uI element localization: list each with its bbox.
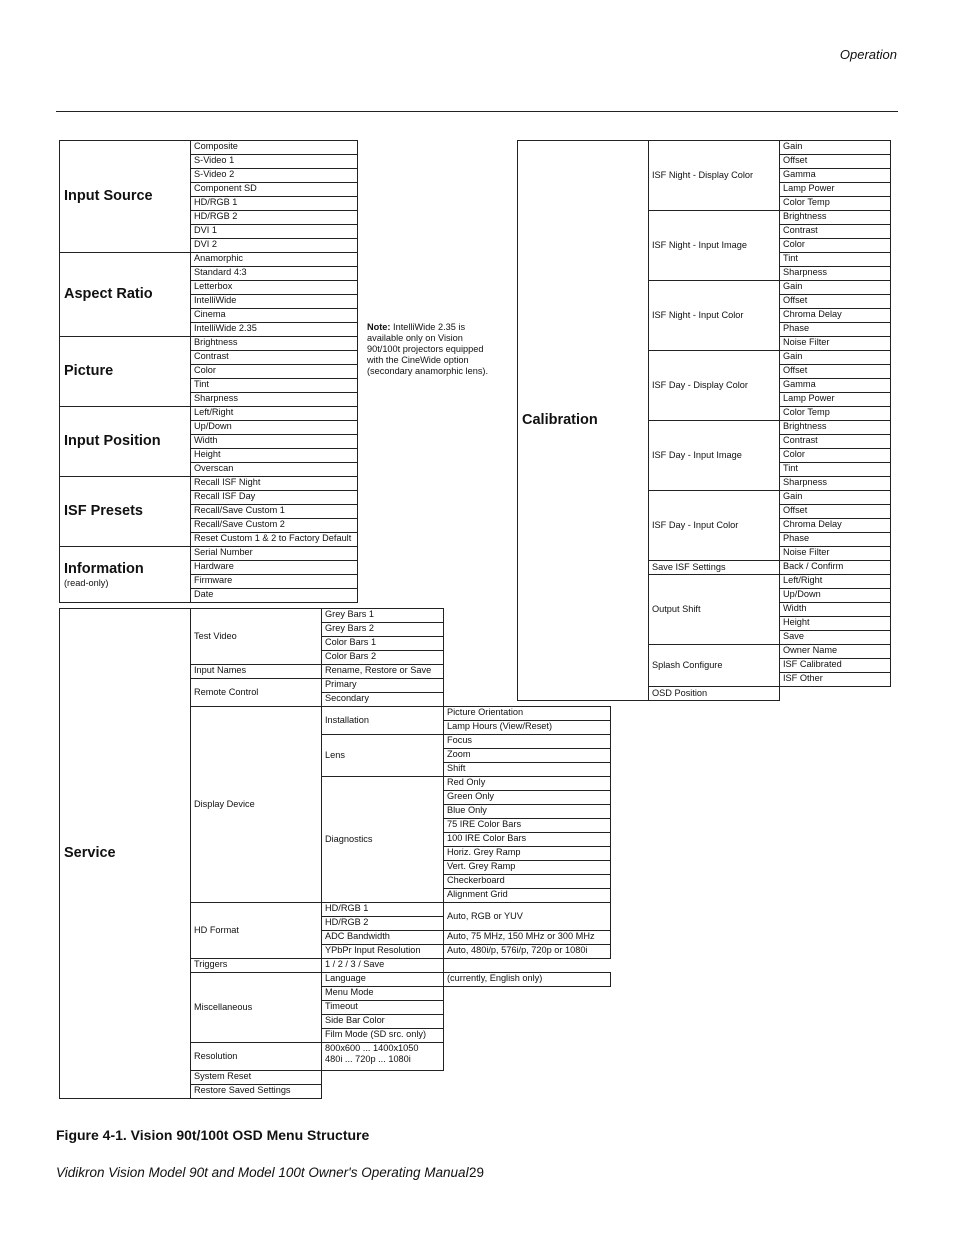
submenu-item: Brightness bbox=[190, 336, 358, 351]
hd-format-value: Auto, 480i/p, 576i/p, 720p or 1080i bbox=[443, 944, 611, 959]
calibration-item: Gamma bbox=[779, 168, 891, 183]
submenu-item: Tint bbox=[190, 378, 358, 393]
calibration-group: Splash Configure bbox=[648, 644, 780, 687]
submenu-item: Anamorphic bbox=[190, 252, 358, 267]
calibration-item: Color Temp bbox=[779, 406, 891, 421]
submenu-item: HD/RGB 1 bbox=[190, 196, 358, 211]
calibration-item: Noise Filter bbox=[779, 546, 891, 561]
calibration-group: ISF Night - Input Image bbox=[648, 210, 780, 281]
calibration-item: Color Temp bbox=[779, 196, 891, 211]
menu-item-label: Aspect Ratio bbox=[64, 286, 153, 302]
calibration-item: Gamma bbox=[779, 378, 891, 393]
menu-item bbox=[59, 140, 191, 253]
calibration-item: Lamp Power bbox=[779, 392, 891, 407]
calibration-item: Offset bbox=[779, 364, 891, 379]
menu-item-label: Input Position bbox=[64, 433, 161, 449]
calibration-item: Noise Filter bbox=[779, 336, 891, 351]
service-item: Color Bars 1 bbox=[321, 636, 444, 651]
calibration-item: Up/Down bbox=[779, 588, 891, 603]
service-resolution: Resolution bbox=[190, 1042, 322, 1071]
calibration-item: Gain bbox=[779, 140, 891, 155]
display-device-item: Shift bbox=[443, 762, 611, 777]
calibration-item: ISF Calibrated bbox=[779, 658, 891, 673]
service-miscellaneous: Miscellaneous bbox=[190, 972, 322, 1043]
calibration-group: ISF Night - Input Color bbox=[648, 280, 780, 351]
menu-item bbox=[59, 336, 191, 407]
display-device-item: Picture Orientation bbox=[443, 706, 611, 721]
calibration-item: Offset bbox=[779, 294, 891, 309]
service-item: YPbPr Input Resolution bbox=[321, 944, 444, 959]
calibration-group: OSD Position bbox=[648, 686, 780, 701]
submenu-item: Contrast bbox=[190, 350, 358, 365]
display-device-group: Lens bbox=[321, 734, 444, 777]
display-device-item: Lamp Hours (View/Reset) bbox=[443, 720, 611, 735]
menu-item-label: Input Source bbox=[64, 188, 153, 204]
display-device-item: Vert. Grey Ramp bbox=[443, 860, 611, 875]
calibration-item: ISF Other bbox=[779, 672, 891, 687]
service-system-reset: System Reset bbox=[190, 1070, 322, 1085]
note-text: IntelliWide 2.35 is available only on Vision 90t/100t projectors equipped with the CineWide option (secondary anamorphic lens). bbox=[367, 322, 489, 376]
service-item: Secondary bbox=[321, 692, 444, 707]
calibration-item: Gain bbox=[779, 280, 891, 295]
intelliwide-note bbox=[367, 322, 495, 377]
calibration-item: Phase bbox=[779, 322, 891, 337]
submenu-item: DVI 1 bbox=[190, 224, 358, 239]
calibration-item: Offset bbox=[779, 504, 891, 519]
calibration-item: Tint bbox=[779, 252, 891, 267]
service-item: HD/RGB 2 bbox=[321, 916, 444, 931]
submenu-item: Composite bbox=[190, 140, 358, 155]
display-device-item: Blue Only bbox=[443, 804, 611, 819]
menu-item-label: ISF Presets bbox=[64, 503, 143, 519]
display-device-item: Zoom bbox=[443, 748, 611, 763]
calibration-group: Output Shift bbox=[648, 574, 780, 645]
menu-item-label: Picture bbox=[64, 363, 114, 379]
calibration-item: Chroma Delay bbox=[779, 518, 891, 533]
display-device-group: Diagnostics bbox=[321, 776, 444, 903]
service-item: Side Bar Color bbox=[321, 1014, 444, 1029]
calibration-group: Save ISF Settings bbox=[648, 560, 780, 575]
hd-format-value: Auto, RGB or YUV bbox=[443, 902, 611, 931]
calibration-item: Contrast bbox=[779, 224, 891, 239]
calibration-item: Brightness bbox=[779, 210, 891, 225]
display-device-group: Installation bbox=[321, 706, 444, 735]
calibration-group: ISF Night - Display Color bbox=[648, 140, 780, 211]
menu-item-sublabel: (read-only) bbox=[64, 578, 109, 588]
calibration-item: Sharpness bbox=[779, 476, 891, 491]
calibration-item: Sharpness bbox=[779, 266, 891, 281]
display-device-item: Red Only bbox=[443, 776, 611, 791]
calibration-item: Contrast bbox=[779, 434, 891, 449]
submenu-item: Recall/Save Custom 2 bbox=[190, 518, 358, 533]
resolution-line: 800x600 ... 1400x1050 bbox=[325, 1043, 419, 1053]
submenu-item: IntelliWide bbox=[190, 294, 358, 309]
menu-item bbox=[59, 406, 191, 477]
calibration-item: Owner Name bbox=[779, 644, 891, 659]
service-item: Film Mode (SD src. only) bbox=[321, 1028, 444, 1043]
service-input-names: Input Names bbox=[190, 664, 322, 679]
submenu-item: Recall ISF Day bbox=[190, 490, 358, 505]
menu-item-calibration-label: Calibration bbox=[522, 412, 598, 428]
service-hd-format: HD Format bbox=[190, 902, 322, 959]
calibration-item: Chroma Delay bbox=[779, 308, 891, 323]
display-device-item: Green Only bbox=[443, 790, 611, 805]
submenu-item: Hardware bbox=[190, 560, 358, 575]
calibration-group: ISF Day - Input Image bbox=[648, 420, 780, 491]
service-item: Primary bbox=[321, 678, 444, 693]
submenu-item: Reset Custom 1 & 2 to Factory Default bbox=[190, 532, 358, 547]
service-item: Grey Bars 1 bbox=[321, 608, 444, 623]
submenu-item: HD/RGB 2 bbox=[190, 210, 358, 225]
note-label: Note: bbox=[367, 322, 391, 332]
calibration-item: Gain bbox=[779, 490, 891, 505]
service-display-device: Display Device bbox=[190, 706, 322, 903]
calibration-item: Height bbox=[779, 616, 891, 631]
submenu-item: Recall/Save Custom 1 bbox=[190, 504, 358, 519]
calibration-item: Save bbox=[779, 630, 891, 645]
submenu-item: Serial Number bbox=[190, 546, 358, 561]
submenu-item: Sharpness bbox=[190, 392, 358, 407]
menu-item-service bbox=[59, 608, 191, 1099]
display-device-item: Horiz. Grey Ramp bbox=[443, 846, 611, 861]
display-device-item: Focus bbox=[443, 734, 611, 749]
menu-item bbox=[59, 476, 191, 547]
service-item: Language bbox=[321, 972, 444, 987]
menu-item-label: Information bbox=[64, 561, 144, 577]
submenu-item: S-Video 1 bbox=[190, 154, 358, 169]
submenu-item: DVI 2 bbox=[190, 238, 358, 253]
service-item: ADC Bandwidth bbox=[321, 930, 444, 945]
submenu-item: Up/Down bbox=[190, 420, 358, 435]
calibration-item: Tint bbox=[779, 462, 891, 477]
service-test-video: Test Video bbox=[190, 608, 322, 665]
language-value: (currently, English only) bbox=[443, 972, 611, 987]
menu-item bbox=[59, 252, 191, 337]
calibration-group: ISF Day - Display Color bbox=[648, 350, 780, 421]
submenu-item: Left/Right bbox=[190, 406, 358, 421]
submenu-item: Color bbox=[190, 364, 358, 379]
running-header: Operation bbox=[839, 47, 897, 62]
submenu-item: Standard 4:3 bbox=[190, 266, 358, 281]
service-remote-control: Remote Control bbox=[190, 678, 322, 707]
submenu-item: Height bbox=[190, 448, 358, 463]
display-device-item: Alignment Grid bbox=[443, 888, 611, 903]
header-rule bbox=[56, 111, 898, 112]
service-item: Color Bars 2 bbox=[321, 650, 444, 665]
calibration-item: Gain bbox=[779, 350, 891, 365]
display-device-item: 100 IRE Color Bars bbox=[443, 832, 611, 847]
submenu-item: Letterbox bbox=[190, 280, 358, 295]
display-device-item: Checkerboard bbox=[443, 874, 611, 889]
footer-manual-title: Vidikron Vision Model 90t and Model 100t Owner's Operating Manual bbox=[56, 1165, 469, 1180]
menu-item-service-label: Service bbox=[64, 845, 116, 861]
service-item: Timeout bbox=[321, 1000, 444, 1015]
submenu-item: IntelliWide 2.35 bbox=[190, 322, 358, 337]
resolution-values bbox=[321, 1042, 444, 1071]
submenu-item: Cinema bbox=[190, 308, 358, 323]
calibration-item: Lamp Power bbox=[779, 182, 891, 197]
submenu-item: Firmware bbox=[190, 574, 358, 589]
service-item: HD/RGB 1 bbox=[321, 902, 444, 917]
submenu-item: S-Video 2 bbox=[190, 168, 358, 183]
calibration-item: Back / Confirm bbox=[779, 560, 891, 575]
resolution-line: 480i ... 720p ... 1080i bbox=[325, 1054, 411, 1064]
calibration-item: Color bbox=[779, 238, 891, 253]
menu-item-calibration bbox=[517, 140, 649, 701]
display-device-item: 75 IRE Color Bars bbox=[443, 818, 611, 833]
figure-caption: Figure 4-1. Vision 90t/100t OSD Menu Structure bbox=[56, 1127, 370, 1143]
service-restore-saved-settings: Restore Saved Settings bbox=[190, 1084, 322, 1099]
calibration-item: Phase bbox=[779, 532, 891, 547]
calibration-item: Color bbox=[779, 448, 891, 463]
service-item: Rename, Restore or Save bbox=[321, 664, 444, 679]
calibration-item: Width bbox=[779, 602, 891, 617]
hd-format-value: Auto, 75 MHz, 150 MHz or 300 MHz bbox=[443, 930, 611, 945]
submenu-item: Date bbox=[190, 588, 358, 603]
submenu-item: Overscan bbox=[190, 462, 358, 477]
service-triggers: Triggers bbox=[190, 958, 322, 973]
calibration-item: Offset bbox=[779, 154, 891, 169]
submenu-item: Recall ISF Night bbox=[190, 476, 358, 491]
menu-item bbox=[59, 546, 191, 603]
calibration-item: Brightness bbox=[779, 420, 891, 435]
submenu-item: Width bbox=[190, 434, 358, 449]
service-item: Grey Bars 2 bbox=[321, 622, 444, 637]
page-number: 29 bbox=[469, 1165, 485, 1180]
submenu-item: Component SD bbox=[190, 182, 358, 197]
service-item: 1 / 2 / 3 / Save bbox=[321, 958, 444, 973]
service-item: Menu Mode bbox=[321, 986, 444, 1001]
calibration-item: Left/Right bbox=[779, 574, 891, 589]
calibration-group: ISF Day - Input Color bbox=[648, 490, 780, 561]
